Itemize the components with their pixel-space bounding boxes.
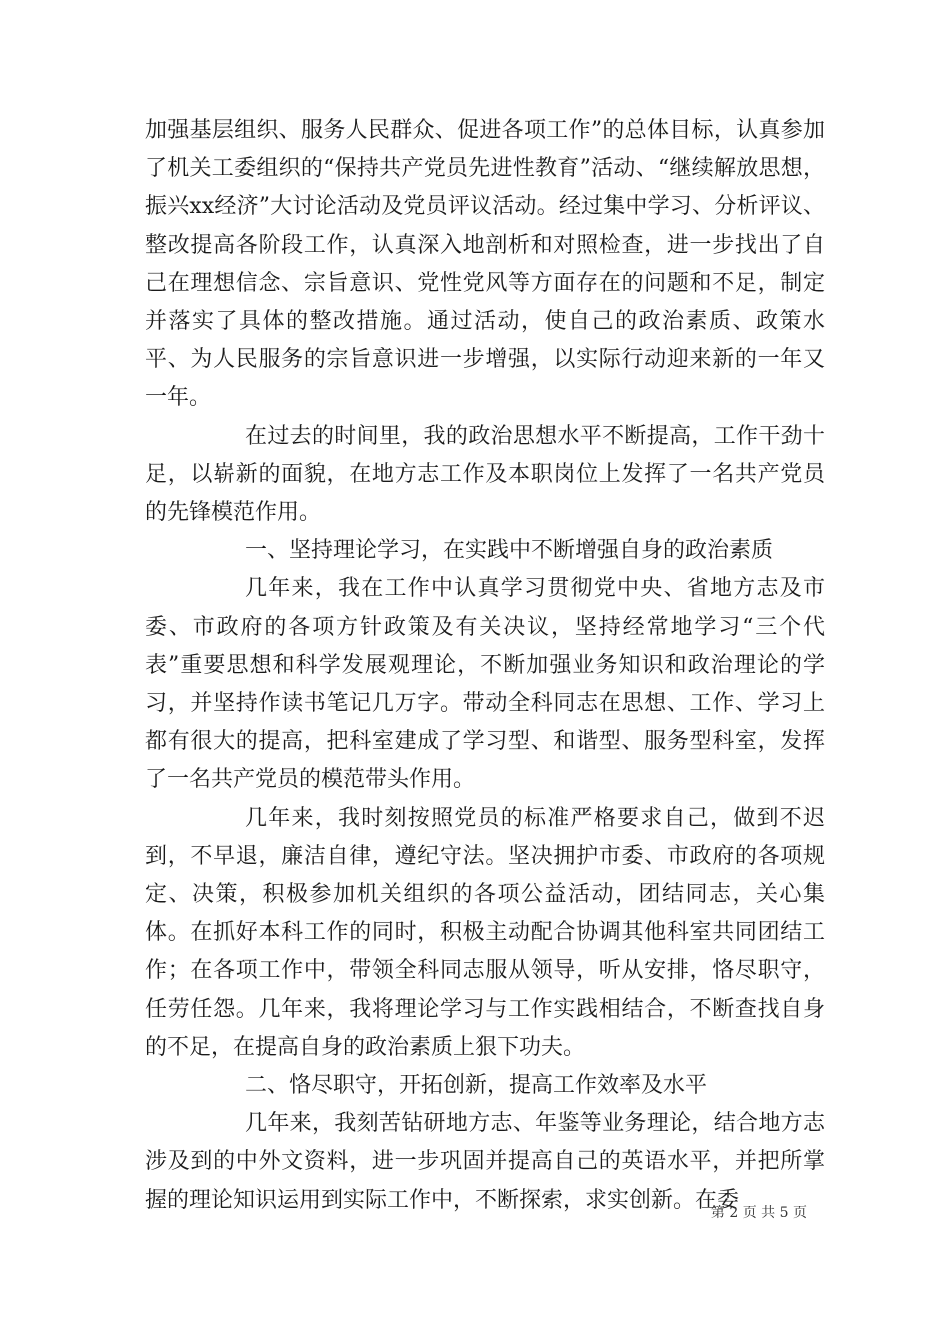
document-body: [145, 112, 825, 1220]
section-heading-dedication: 二、恪尽职守，开拓创新，提高工作效率及水平: [245, 1073, 708, 1099]
paragraph-dedication: 几年来，我刻苦钻研地方志、年鉴等业务理论，结合地方志涉及到的中外文资料，进一步巩固并提高自己的英语水平，并把所掌握的理论知识运用到实际工作中，不断探索，求实创新。在委: [145, 1111, 825, 1213]
page-number-footer: 第 2 页 共 5 页: [710, 1205, 807, 1221]
paragraph-theory-study: 几年来，我在工作中认真学习贯彻党中央、省地方志及市委、市政府的各项方针政策及有关决议，坚持经常地学习“三个代表”重要思想和科学发展观理论，不断加强业务知识和政治理论的学习，并坚持作读书笔记几万字。带动全科同志在思想、工作、学习上都有很大的提高，把科室建成了学习型、和谐型、服务型科室，发挥了一名共产党员的模范带头作用。: [145, 576, 825, 793]
paragraph-political-improvement: 在过去的时间里，我的政治思想水平不断提高，工作干劲十足，以崭新的面貌，在地方志工作及本职岗位上发挥了一名共产党员的先锋模范作用。: [145, 423, 825, 526]
paragraph-self-discipline: 几年来，我时刻按照党员的标准严格要求自己，做到不迟到，不早退，廉洁自律，遵纪守法。坚决拥护市委、市政府的各项规定、决策，积极参加机关组织的各项公益活动，团结同志，关心集体。在抓好本科工作的同时，积极主动配合协调其他科室共同团结工作；在各项工作中，带领全科同志服从领导，听从安排，恪尽职守，任劳任怨。几年来，我将理论学习与工作实践相结合，不断查找自身的不足，在提高自身的政治素质上狠下功夫。: [145, 805, 825, 1060]
section-heading-theory-study: 一、坚持理论学习，在实践中不断增强自身的政治素质: [245, 538, 774, 564]
paragraph-intro-continuation: 加强基层组织、服务人民群众、促进各项工作”的总体目标，认真参加了机关工委组织的“保持共产党员先进性教育”活动、“继续解放思想，振兴xx经济”大讨论活动及党员评议活动。经过集中学习、分析评议、整改提高各阶段工作，认真深入地剖析和对照检查，进一步找出了自己在理想信念、宗旨意识、党性党风等方面存在的问题和不足，制定并落实了具体的整改措施。通过活动，使自己的政治素质、政策水平、为人民服务的宗旨意识进一步增强，以实际行动迎来新的一年又一年。: [145, 118, 825, 411]
